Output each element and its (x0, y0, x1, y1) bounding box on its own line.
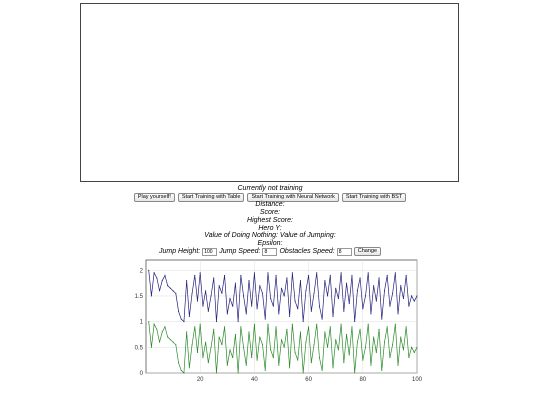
series-point (295, 301, 296, 302)
series-point (319, 357, 320, 358)
series-point (408, 306, 409, 307)
series-point (243, 347, 244, 348)
series-point (270, 349, 271, 350)
jump-speed-label: Jump Speed: (219, 248, 261, 255)
x-tick-label: 100 (411, 377, 423, 383)
series-point (370, 365, 371, 366)
series-point (221, 293, 222, 294)
series-point (338, 298, 339, 299)
series-point (213, 277, 214, 278)
x-tick-label: 20 (196, 377, 204, 383)
series-point (308, 326, 309, 327)
series-point (240, 275, 241, 276)
y-tick-label: 1 (139, 319, 143, 326)
series-point (327, 295, 328, 296)
series-point (232, 306, 233, 307)
series-point (194, 275, 195, 276)
series-point (273, 357, 274, 358)
series-point (387, 275, 388, 276)
training-status: Currently not training (237, 185, 303, 192)
jump-height-input[interactable] (202, 248, 217, 256)
series-point (235, 283, 236, 284)
series-point (295, 352, 296, 353)
series-point (284, 347, 285, 348)
series-point (343, 362, 344, 363)
series-point (251, 357, 252, 358)
series-point (389, 306, 390, 307)
series-point (403, 298, 404, 299)
series-point (224, 275, 225, 276)
series-point (357, 290, 358, 291)
series-point (257, 360, 258, 361)
series-point (262, 344, 263, 345)
series-point (156, 329, 157, 330)
series-point (322, 319, 323, 320)
series-point (349, 354, 350, 355)
series-point (281, 288, 282, 289)
series-point (324, 280, 325, 281)
series-point (406, 275, 407, 276)
series-point (341, 272, 342, 273)
series-point (200, 324, 201, 325)
series-point (194, 326, 195, 327)
series-point (181, 370, 182, 371)
series-point (319, 306, 320, 307)
series-point (254, 324, 255, 325)
series-point (208, 362, 209, 363)
y-tick-label: 1.5 (134, 293, 143, 300)
series-point (311, 362, 312, 363)
series-point (246, 365, 247, 366)
series-point (397, 313, 398, 314)
series-point (416, 347, 417, 348)
series-point (384, 342, 385, 343)
series-point (227, 313, 228, 314)
series-point (219, 336, 220, 337)
series-point (379, 329, 380, 330)
series-point (376, 352, 377, 353)
series-point (267, 272, 268, 273)
score-label: Score: (259, 209, 281, 216)
series-point (159, 290, 160, 291)
series-point (292, 272, 293, 273)
train-neural-network-button[interactable]: Start Training with Neural Network (247, 193, 338, 202)
series-point (267, 324, 268, 325)
series-point (414, 352, 415, 353)
series-point (154, 272, 155, 273)
series-point (324, 331, 325, 332)
series-point (213, 329, 214, 330)
series-point (197, 301, 198, 302)
series-point (164, 326, 165, 327)
series-point (148, 270, 149, 271)
series-point (186, 280, 187, 281)
series-point (379, 277, 380, 278)
series-point (305, 342, 306, 343)
series-point (178, 362, 179, 363)
series-point (278, 313, 279, 314)
series-point (365, 347, 366, 348)
series-point (183, 372, 184, 373)
series-point (175, 293, 176, 294)
series-point (159, 342, 160, 343)
parameters-row (0, 247, 540, 256)
series-point (221, 344, 222, 345)
series-point (341, 324, 342, 325)
series-point (289, 316, 290, 317)
series-point (316, 272, 317, 273)
series-point (265, 370, 266, 371)
x-tick-label: 40 (251, 377, 258, 383)
series-point (248, 280, 249, 281)
obstacles-speed-input[interactable] (337, 248, 352, 256)
series-point (311, 311, 312, 312)
series-point (227, 365, 228, 366)
series-point (251, 306, 252, 307)
series-point (403, 349, 404, 350)
series-point (408, 357, 409, 358)
series-point (370, 313, 371, 314)
highest-score-label: Highest Score: (247, 217, 293, 224)
game-canvas[interactable] (80, 3, 459, 182)
series-point (173, 342, 174, 343)
series-point (246, 313, 247, 314)
series-point (173, 290, 174, 291)
series-point (232, 357, 233, 358)
series-point (200, 272, 201, 273)
series-point (235, 334, 236, 335)
series-point (368, 324, 369, 325)
series-point (265, 319, 266, 320)
train-bst-button[interactable]: Start Training with BST (342, 193, 406, 202)
series-point (286, 329, 287, 330)
y-tick-label: 2 (139, 268, 143, 275)
series-point (248, 331, 249, 332)
series-point (154, 324, 155, 325)
series-point (362, 360, 363, 361)
series-point (186, 331, 187, 332)
series-point (305, 290, 306, 291)
series-point (330, 275, 331, 276)
series-point (240, 326, 241, 327)
series-point (397, 365, 398, 366)
series-point (346, 283, 347, 284)
series-point (224, 326, 225, 327)
plot-frame (146, 260, 417, 373)
series-point (308, 275, 309, 276)
series-point (259, 285, 260, 286)
series-point (238, 321, 239, 322)
epsilon-label: Epsilon: (257, 240, 283, 247)
series-point (332, 367, 333, 368)
hero-y-label: Hero Y: (258, 225, 282, 232)
series-point (170, 339, 171, 340)
series-point (389, 357, 390, 358)
series-point (216, 321, 217, 322)
series-point (292, 324, 293, 325)
series-point (313, 293, 314, 294)
series-point (330, 326, 331, 327)
series-point (164, 275, 165, 276)
y-tick-label: 0 (139, 371, 143, 377)
series-point (205, 290, 206, 291)
obstacles-speed-label: Obstacles Speed: (279, 248, 335, 255)
series-point (189, 367, 190, 368)
series-point (365, 295, 366, 296)
distance-label: Distance: (255, 201, 285, 208)
series-point (411, 295, 412, 296)
series-point (335, 288, 336, 289)
series-point (189, 316, 190, 317)
series-point (175, 344, 176, 345)
series-point (400, 285, 401, 286)
series-point (384, 290, 385, 291)
series-point (210, 347, 211, 348)
series-point (414, 301, 415, 302)
series-point (202, 306, 203, 307)
x-tick-label: 60 (305, 377, 312, 383)
series-point (297, 308, 298, 309)
series-point (351, 275, 352, 276)
series-point (360, 329, 361, 330)
series-point (273, 306, 274, 307)
x-tick-label: 80 (359, 377, 367, 383)
series-point (346, 334, 347, 335)
series-point (354, 321, 355, 322)
series-point (411, 347, 412, 348)
series-point (229, 349, 230, 350)
series-point (259, 336, 260, 337)
series-point (360, 277, 361, 278)
series-point (205, 342, 206, 343)
series-point (192, 293, 193, 294)
series-point (286, 277, 287, 278)
series-point (392, 293, 393, 294)
series-point (395, 324, 396, 325)
series-point (313, 344, 314, 345)
series-point (254, 272, 255, 273)
series-point (208, 311, 209, 312)
series-point (197, 352, 198, 353)
series-point (167, 336, 168, 337)
series-point (406, 326, 407, 327)
series-point (276, 275, 277, 276)
series-point (262, 293, 263, 294)
series-point (381, 319, 382, 320)
series-point (278, 365, 279, 366)
series-point (303, 372, 304, 373)
series-point (373, 336, 374, 337)
series-point (181, 319, 182, 320)
series-point (270, 298, 271, 299)
training-chart (124, 256, 423, 385)
series-point (178, 311, 179, 312)
value-jump-label: Value of Jumping: (279, 232, 336, 239)
series-point (332, 316, 333, 317)
jump-height-label: Jump Height: (158, 248, 201, 255)
series-point (335, 339, 336, 340)
series-point (368, 272, 369, 273)
series-point (343, 311, 344, 312)
series-point (322, 370, 323, 371)
series-point (156, 277, 157, 278)
series-point (238, 372, 239, 373)
series-point (300, 331, 301, 332)
series-point (216, 372, 217, 373)
series-point (392, 344, 393, 345)
series-point (162, 280, 163, 281)
series-point (162, 331, 163, 332)
train-table-button[interactable]: Start Training with Table (178, 193, 245, 202)
series-point (351, 326, 352, 327)
series-point (373, 285, 374, 286)
series-point (167, 285, 168, 286)
series-point (338, 349, 339, 350)
series-point (300, 280, 301, 281)
series-point (289, 367, 290, 368)
series-point (316, 324, 317, 325)
jump-speed-input[interactable] (262, 248, 277, 256)
action-values (0, 232, 540, 240)
play-yourself-button[interactable]: Play yourself! (134, 193, 175, 202)
series-point (276, 326, 277, 327)
series-point (416, 295, 417, 296)
series-point (362, 308, 363, 309)
series-point (327, 347, 328, 348)
series-point (151, 347, 152, 348)
series-point (387, 326, 388, 327)
series-point (381, 370, 382, 371)
series-point (243, 295, 244, 296)
series-point (284, 295, 285, 296)
series-point (354, 372, 355, 373)
series-point (219, 285, 220, 286)
series-point (395, 272, 396, 273)
series-point (357, 342, 358, 343)
y-tick-label: 0.5 (134, 345, 143, 352)
series-point (210, 295, 211, 296)
series-point (257, 308, 258, 309)
series-point (349, 303, 350, 304)
series-point (202, 357, 203, 358)
series-point (400, 336, 401, 337)
series-point (192, 344, 193, 345)
series-point (183, 321, 184, 322)
series-point (303, 321, 304, 322)
series-point (297, 360, 298, 361)
series-point (151, 295, 152, 296)
series-point (148, 321, 149, 322)
change-button[interactable]: Change (354, 247, 381, 256)
value-nothing-label: Value of Doing Nothing: (204, 232, 278, 239)
series-point (281, 339, 282, 340)
series-point (376, 301, 377, 302)
series-point (170, 288, 171, 289)
series-point (229, 298, 230, 299)
